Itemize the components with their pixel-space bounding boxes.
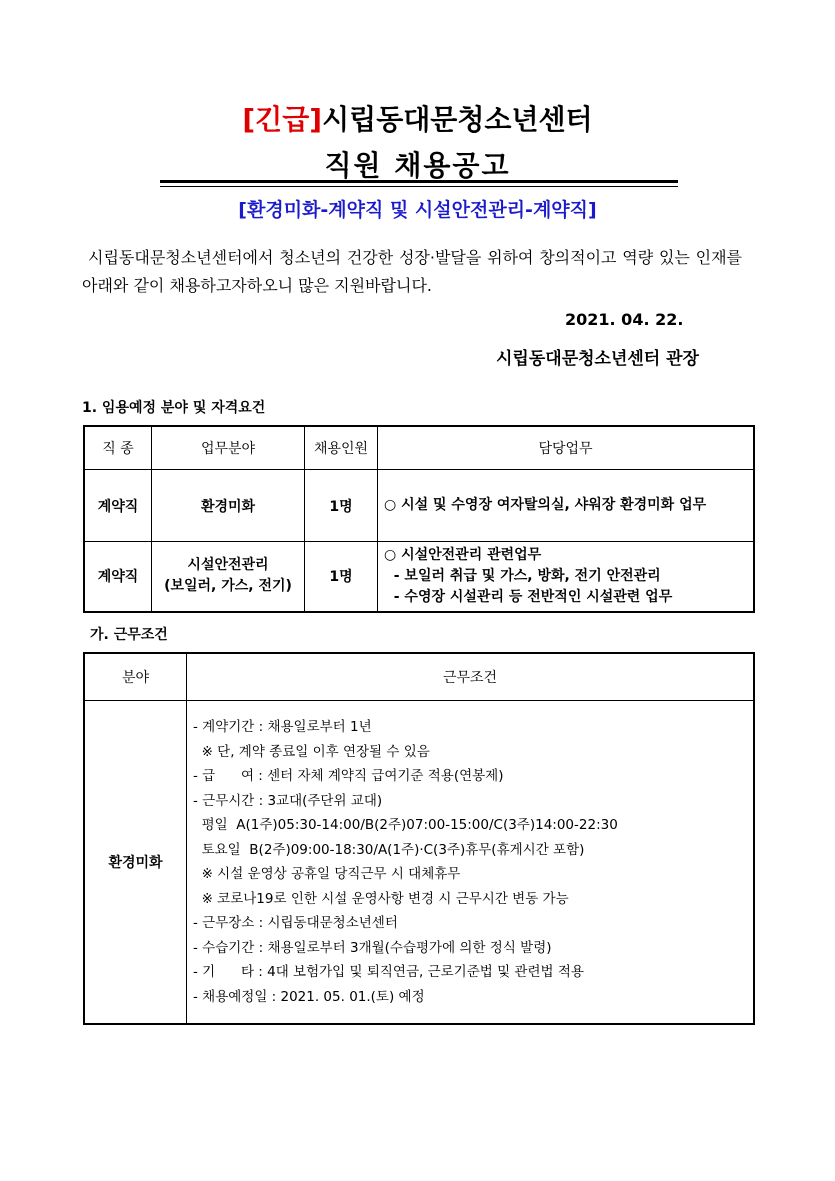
org-title [0, 98, 835, 138]
table-header-row [84, 653, 754, 701]
condition-line: - 계약기간 : 채용일로부터 1년 [193, 719, 372, 735]
condition-line: - 급 여 : 센터 자체 계약직 급여기준 적용(연봉제) [193, 768, 504, 784]
field-name: 시설안전관리 [187, 557, 269, 574]
conditions-table [83, 652, 755, 1025]
condition-line: 평일 A(1주)05:30-14:00/B(2주)07:00-15:00/C(3주)14:00-22:30 [193, 817, 618, 833]
cell-duties [378, 470, 755, 542]
section2-heading: 가. 근무조건 [90, 627, 168, 643]
condition-line: 토요일 B(2주)09:00-18:30/A(1주)·C(3주)휴무(휴게시간 포함) [193, 841, 585, 858]
col-header-field: 업무분야 [152, 426, 305, 470]
cell-type: 계약직 [84, 542, 152, 612]
cell-count: 1명 [305, 542, 378, 612]
duty-line: ○ 시설안전관리 관련업무 [384, 546, 542, 563]
condition-line: - 기 타 : 4대 보험가입 및 퇴직연금, 근로기준법 및 관련법 적용 [193, 964, 584, 980]
intro-paragraph: 시립동대문청소년센터에서 청소년의 건강한 성장·발달을 위하여 창의적이고 역량 있는 인재를 아래와 같이 채용하고자하오니 많은 지원바랍니다. [82, 248, 742, 295]
page-subtitle: [환경미화-계약직 및 시설안전관리-계약직] [238, 199, 597, 221]
condition-line: ※ 단, 계약 종료일 이후 연장될 수 있음 [193, 743, 430, 760]
col-header-count: 채용인원 [305, 426, 378, 470]
cell-field: 환경미화 [84, 701, 187, 1025]
duty-line: - 보일러 취급 및 가스, 방화, 전기 안전관리 [384, 567, 661, 584]
table-header-row [84, 426, 754, 470]
condition-line: ※ 코로나19로 인한 시설 운영사항 변경 시 근무시간 변동 가능 [193, 890, 569, 907]
duty-line: ○ 시설 및 수영장 여자탈의실, 샤워장 환경미화 업무 [384, 497, 707, 513]
urgent-tag: [긴급] [242, 103, 323, 136]
condition-line: ※ 시설 운영상 공휴일 당직근무 시 대체휴무 [193, 866, 461, 882]
cell-conditions [187, 701, 755, 1025]
condition-line: - 수습기간 : 채용일로부터 3개월(수습평가에 의한 정식 발령) [193, 939, 552, 956]
col-header-type: 직 종 [84, 426, 152, 470]
col-header-field: 분야 [84, 653, 187, 701]
col-header-duties: 담당업무 [378, 426, 755, 470]
signature: 시립동대문청소년센터 관장 [496, 349, 699, 369]
condition-line: - 근무시간 : 3교대(주단위 교대) [193, 792, 383, 809]
page-title: 직원 채용공고 [324, 149, 511, 182]
title-rule-thick [160, 180, 678, 183]
section1-heading: 1. 임용예정 분야 및 자격요건 [82, 400, 266, 416]
table-row [84, 470, 754, 542]
col-header-conditions: 근무조건 [187, 653, 755, 701]
condition-line: - 채용예정일 : 2021. 05. 01.(토) 예정 [193, 988, 425, 1005]
cell-field: 환경미화 [152, 470, 305, 542]
field-sub: (보일러, 가스, 전기) [164, 578, 292, 595]
org-name: 시립동대문청소년센터 [322, 103, 593, 136]
positions-table [83, 425, 755, 613]
condition-line: - 근무장소 : 시립동대문청소년센터 [193, 915, 398, 931]
title-rule-thin [160, 186, 678, 187]
duty-line: - 수영장 시설관리 등 전반적인 시설관련 업무 [384, 588, 673, 605]
table-row [84, 542, 754, 612]
cell-duties [378, 542, 755, 612]
table-row [84, 701, 754, 1025]
announcement-date: 2021. 04. 22. [565, 310, 684, 329]
cell-count: 1명 [305, 470, 378, 542]
cell-type: 계약직 [84, 470, 152, 542]
cell-field [152, 542, 305, 612]
